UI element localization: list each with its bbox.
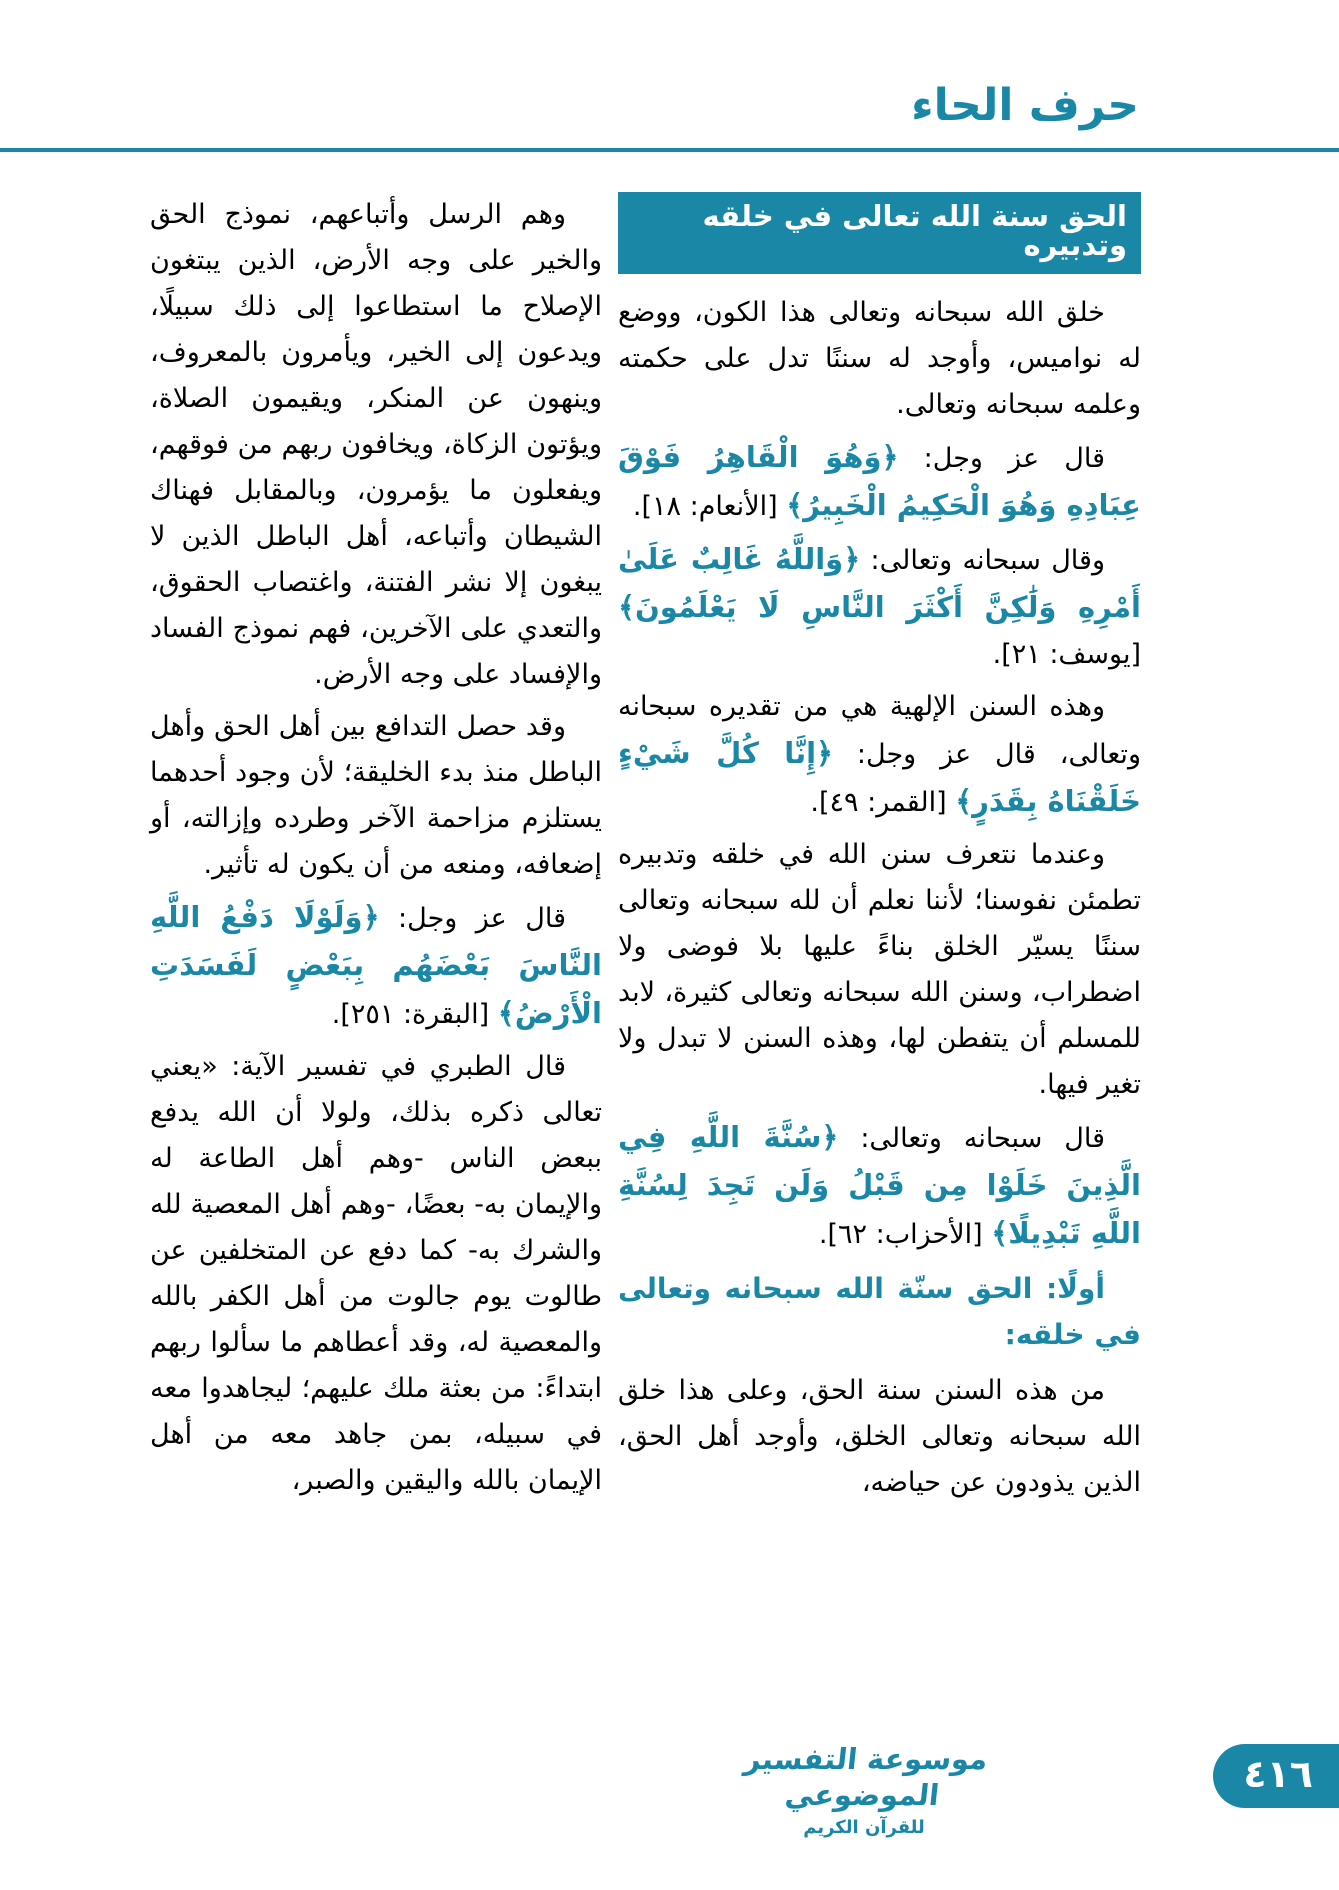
subheading-first-point: أولًا: الحق سنّة الله سبحانه وتعالى في خلقه: bbox=[618, 1272, 1141, 1351]
quran-verse: ﴿وَلَوْلَا دَفْعُ اللَّهِ النَّاسَ بَعْضَهُم بِبَعْضٍ لَفَسَدَتِ الْأَرْضُ﴾ bbox=[150, 900, 602, 1030]
paragraph-qadar bbox=[618, 684, 1141, 826]
quran-verse: ﴿وَاللَّهُ غَالِبٌ عَلَىٰ أَمْرِهِ وَلَٰكِنَّ أَكْثَرَ النَّاسِ لَا يَعْلَمُونَ﴾ bbox=[618, 542, 1141, 624]
left-column bbox=[150, 192, 602, 1512]
verse-reference: [القمر: ٤٩]. bbox=[810, 787, 947, 818]
verse-paragraph-anam bbox=[618, 434, 1141, 530]
paragraph-continuation: وهم الرسل وأتباعهم، نموذج الحق والخير على وجه الأرض، الذين يبتغون الإصلاح ما استطاعوا إلى ذلك سبيلًا، ويدعون إلى الخير، ويأمرون بالمعروف، وينهون عن المنكر، ويقيمون الصلاة، ويؤتون الزكاة، ويخافون ربهم من فوقهم، ويفعلون ما يؤمرون، وبالمقابل فهناك الشيطان وأتباعه، أهل الباطل الذين لا يبغون إلا نشر الفتنة، واغتصاب الحقوق، والتعدي على الآخرين، فهم نموذج الفساد والإفساد على وجه الأرض. bbox=[150, 199, 602, 690]
paragraph-lead: وهذه السنن الإلهية هي من تقديره سبحانه وتعالى، قال عز وجل: bbox=[618, 691, 1141, 770]
publisher-logo bbox=[729, 1741, 999, 1839]
verse-reference: [الأنعام: ١٨]. bbox=[632, 491, 778, 522]
section-title-bar: الحق سنة الله تعالى في خلقه وتدبيره bbox=[618, 192, 1141, 274]
quran-verse: ﴿إِنَّا كُلَّ شَيْءٍ خَلَقْنَاهُ بِقَدَرٍ﴾ bbox=[618, 736, 1141, 818]
paragraph-tabari-quote: قال الطبري في تفسير الآية: «يعني تعالى ذكره بذلك، ولولا أن الله يدفع ببعض الناس -وهم أهل الطاعة له والإيمان به- بعضًا، -وهم أهل المعصية لله والشرك به- كما دفع عن المتخلفين عن طالوت يوم جالوت من أهل الكفر بالله والمعصية له، وقد أعطاهم ما سألوا ربهم ابتداءً: من بعثة ملك عليهم؛ ليجاهدوا معه في سبيله، بمن جاهد معه من أهل الإيمان بالله واليقين والصبر، bbox=[150, 1051, 602, 1496]
verse-reference: [البقرة: ٢٥١]. bbox=[331, 999, 490, 1030]
verse-paragraph-yusuf bbox=[618, 536, 1141, 678]
verse-lead: قال سبحانه وتعالى: bbox=[838, 1123, 1105, 1154]
paragraph-closing: من هذه السنن سنة الحق، وعلى هذا خلق الله سبحانه وتعالى الخلق، وأوجد أهل الحق، الذين يذودون عن حياضه، bbox=[618, 1375, 1141, 1498]
verse-paragraph-baqarah bbox=[150, 894, 602, 1038]
paragraph-tadafu: وقد حصل التدافع بين أهل الحق وأهل الباطل منذ بدء الخليقة؛ لأن وجود أحدهما يستلزم مزاحمة الآخر وطرده وإزالته، أو إضعافه، ومنعه من أن يكون له تأثير. bbox=[150, 711, 602, 880]
right-column bbox=[618, 192, 1141, 1512]
chapter-title: حرف الحاء bbox=[911, 80, 1139, 131]
verse-lead: قال عز وجل: bbox=[379, 903, 567, 934]
quran-verse: ﴿سُنَّةَ اللَّهِ فِي الَّذِينَ خَلَوْا مِن قَبْلُ وَلَن تَجِدَ لِسُنَّةِ اللَّهِ تَبْدِيلًا﴾ bbox=[618, 1120, 1141, 1250]
quran-verse: ﴿وَهُوَ الْقَاهِرُ فَوْقَ عِبَادِهِ وَهُوَ الْحَكِيمُ الْخَبِيرُ﴾ bbox=[618, 440, 1141, 522]
publisher-logo-title: موسوعة التفسير الموضوعي bbox=[742, 1741, 990, 1812]
verse-reference: [يوسف: ٢١]. bbox=[992, 639, 1141, 670]
verse-reference: [الأحزاب: ٦٢]. bbox=[818, 1219, 983, 1250]
verse-lead: وقال سبحانه وتعالى: bbox=[860, 545, 1105, 576]
content-columns bbox=[150, 192, 1141, 1512]
verse-paragraph-ahzab bbox=[618, 1114, 1141, 1258]
page-number-badge: ٤١٦ bbox=[1213, 1744, 1339, 1808]
verse-lead: قال عز وجل: bbox=[898, 443, 1106, 474]
header-divider-rule bbox=[0, 148, 1339, 152]
paragraph-intro: خلق الله سبحانه وتعالى هذا الكون، ووضع له نواميس، وأوجد له سننًا تدل على حكمته وعلمه سبحانه وتعالى. bbox=[618, 297, 1141, 420]
paragraph-sunan: وعندما نتعرف سنن الله في خلقه وتدبيره تطمئن نفوسنا؛ لأننا نعلم أن لله سبحانه وتعالى سننًا يسيّر الخلق بناءً عليها بلا فوضى ولا اضطراب، وسنن الله سبحانه وتعالى كثيرة، لابد للمسلم أن يتفطن لها، وهذه السنن لا تبدل ولا تغير فيها. bbox=[618, 839, 1141, 1100]
publisher-logo-subtitle: للقرآن الكريم bbox=[803, 1817, 925, 1838]
